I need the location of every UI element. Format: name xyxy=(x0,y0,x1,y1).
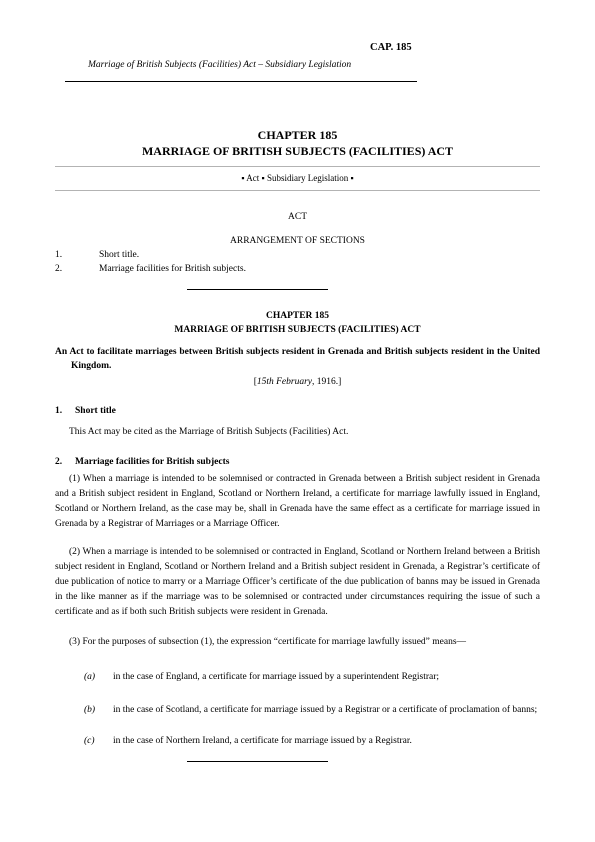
act-chapter-number: CHAPTER 185 xyxy=(265,311,330,321)
header-rule xyxy=(65,81,417,82)
section-number: 1. xyxy=(55,406,63,416)
nav-rule-bottom xyxy=(55,190,540,191)
section-text: This Act may be cited as the Marriage of British Subjects (Facilities) Act. xyxy=(69,427,349,437)
arrangement-item-title[interactable]: Short title. xyxy=(99,250,140,260)
subsection-1: (1) When a marriage is intended to be solemnised or contracted in Grenada between a British subject resident in Grenada and a British subject resident in England, Scotland or Northern Ireland, a certificate for marriage lawfully issued in England, Scotland or Northern Ireland, as the case may be, shall in Grenada have the same effect as a certificate for marriage issued in Grenada by a Registrar of Marriages or a Marriage Officer. xyxy=(55,474,540,529)
item-text: in the case of Northern Ireland, a certificate for marriage issued by a Registrar. xyxy=(113,736,412,746)
subsection-3: (3) For the purposes of subsection (1), the expression “certificate for marriage lawfully issued” means— xyxy=(69,637,467,647)
item-text: in the case of England, a certificate for marriage issued by a superintendent Registrar; xyxy=(113,672,440,682)
item-text: in the case of Scotland, a certificate for marriage issued by a Registrar or a certificate of proclamation of banns; xyxy=(113,705,538,715)
running-title: Marriage of British Subjects (Facilities) Act – Subsidiary Legislation xyxy=(88,60,352,70)
chapter-number: CHAPTER 185 xyxy=(257,128,338,142)
definition-item xyxy=(84,734,540,749)
long-title: An Act to facilitate marriages between British subjects resident in Grenada and British subjects resident in the United Kingdom. xyxy=(55,347,540,371)
nav-bullet: ▪ xyxy=(350,173,354,183)
act-title: MARRIAGE OF BRITISH SUBJECTS (FACILITIES) ACT xyxy=(174,325,421,335)
nav-rule-top xyxy=(55,166,540,167)
section-divider xyxy=(187,289,328,290)
commencement-date: [15th February, 1916.] xyxy=(253,377,342,387)
document-nav xyxy=(55,173,540,183)
act-label: ACT xyxy=(288,212,307,222)
nav-bullet: ▪ xyxy=(241,173,245,183)
item-label: (a) xyxy=(84,672,96,682)
subsection-2: (2) When a marriage is intended to be solemnised or contracted in England, Scotland or Northern Ireland between a British subject resident in England, Scotland or Northern Ireland and a British subject resident in Grenada, a Registrar’s certificate of due publication of notice to marry or a Marriage Officer’s certificate of the due publication of banns may be issued in Grenada in the like manner as if the marriage was to be solemnised or contracted under circumstances requiring the issue of such a certificate and as if both such British subjects were resident in Grenada. xyxy=(55,547,540,617)
nav-bullet: ▪ xyxy=(261,173,265,183)
section-title: Marriage facilities for British subjects xyxy=(75,457,230,467)
arrangement-item-title[interactable]: Marriage facilities for British subjects. xyxy=(99,264,246,274)
arrangement-item-number: 2. xyxy=(55,264,63,274)
definition-item xyxy=(84,703,540,718)
item-label: (c) xyxy=(84,736,95,746)
end-divider xyxy=(187,761,328,762)
item-label: (b) xyxy=(84,705,96,715)
section-title: Short title xyxy=(75,406,116,416)
cap-number: CAP. 185 xyxy=(370,42,412,53)
arrangement-heading: ARRANGEMENT OF SECTIONS xyxy=(230,236,365,246)
chapter-title: MARRIAGE OF BRITISH SUBJECTS (FACILITIES) ACT xyxy=(141,144,454,158)
definition-item xyxy=(84,670,540,685)
nav-link-subsidiary-legislation[interactable]: Subsidiary Legislation xyxy=(266,173,349,183)
nav-link-act[interactable]: Act xyxy=(246,173,260,183)
arrangement-item-number: 1. xyxy=(55,250,63,260)
section-number: 2. xyxy=(55,457,63,467)
